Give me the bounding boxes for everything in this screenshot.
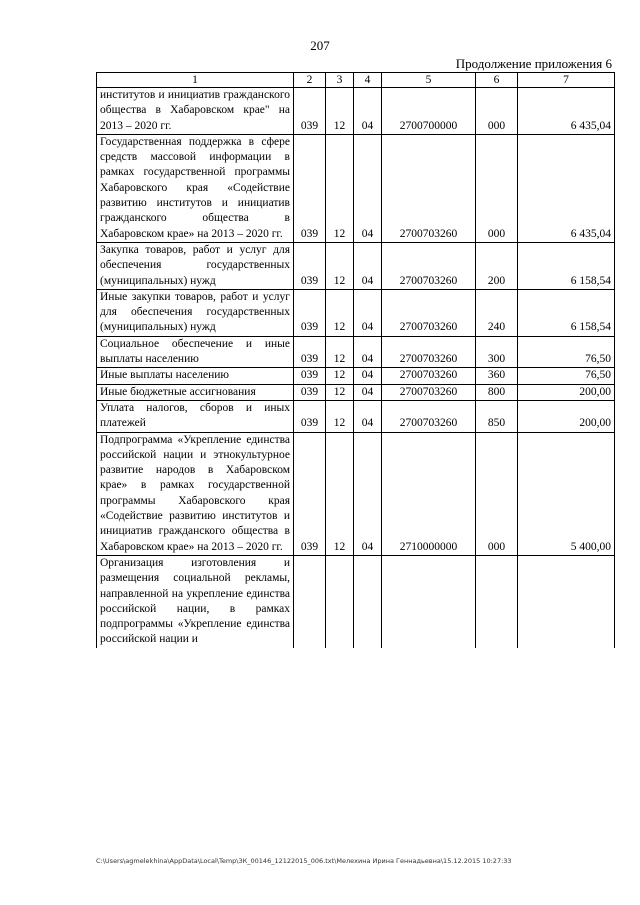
row-name: Закупка товаров, работ и услуг для обеспечения государственных (муниципальных) нужд bbox=[97, 242, 294, 289]
row-code-pr: 04 bbox=[354, 289, 382, 336]
row-code-pr bbox=[354, 555, 382, 647]
table-row bbox=[97, 134, 615, 242]
row-amount: 200,00 bbox=[518, 384, 615, 400]
row-code-gr: 039 bbox=[294, 289, 326, 336]
row-amount: 6 435,04 bbox=[518, 88, 615, 135]
budget-table bbox=[96, 72, 615, 648]
row-code-pr: 04 bbox=[354, 88, 382, 135]
table-row bbox=[97, 555, 615, 647]
row-code-pr: 04 bbox=[354, 384, 382, 400]
row-name: Организация изготовления и размещения социальной рекламы, направленной на укрепление единства российской нации, в рамках подпрограммы «Укрепление единства российской нации и bbox=[97, 555, 294, 647]
column-header: 5 bbox=[382, 73, 476, 88]
row-amount: 6 435,04 bbox=[518, 134, 615, 242]
row-name: институтов и инициатив гражданского общества в Хабаровском крае" на 2013 – 2020 гг. bbox=[97, 88, 294, 135]
row-name: Социальное обеспечение и иные выплаты населению bbox=[97, 336, 294, 368]
row-amount: 5 400,00 bbox=[518, 432, 615, 555]
row-amount: 6 158,54 bbox=[518, 289, 615, 336]
table-row bbox=[97, 336, 615, 368]
row-code-csr: 2700703260 bbox=[382, 400, 476, 432]
row-code-gr: 039 bbox=[294, 336, 326, 368]
row-code-gr: 039 bbox=[294, 432, 326, 555]
page-number: 207 bbox=[310, 38, 330, 53]
row-code-csr: 2700703260 bbox=[382, 368, 476, 384]
row-name: Подпрограмма «Укрепление единства российской нации и этнокультурное развитие народов в Хабаровском крае» в рамках государственной программы Хабаровского края «Содействие развитию институтов и инициатив гражданского общества в Хабаровском крае» на 2013 – 2020 гг. bbox=[97, 432, 294, 555]
continuation-label: Продолжение приложения 6 bbox=[455, 56, 612, 71]
row-name: Государственная поддержка в сфере средств массовой информации в рамках государственной программы Хабаровского края «Содействие развитию институтов и инициатив гражданского общества в Хабаровском крае» на 2013 – 2020 гг. bbox=[97, 134, 294, 242]
row-code-rz: 12 bbox=[326, 368, 354, 384]
row-code-csr: 2700703260 bbox=[382, 336, 476, 368]
row-code-pr: 04 bbox=[354, 336, 382, 368]
row-code-rz: 12 bbox=[326, 384, 354, 400]
row-code-rz: 12 bbox=[326, 400, 354, 432]
row-code-rz: 12 bbox=[326, 432, 354, 555]
table-row bbox=[97, 384, 615, 400]
row-code-gr: 039 bbox=[294, 384, 326, 400]
row-code-csr: 2700703260 bbox=[382, 242, 476, 289]
row-code-vr: 850 bbox=[476, 400, 518, 432]
row-code-rz bbox=[326, 555, 354, 647]
row-code-vr: 300 bbox=[476, 336, 518, 368]
row-amount: 6 158,54 bbox=[518, 242, 615, 289]
row-code-csr: 2710000000 bbox=[382, 432, 476, 555]
row-code-rz: 12 bbox=[326, 88, 354, 135]
table-header-row bbox=[97, 73, 615, 88]
table-row bbox=[97, 400, 615, 432]
column-header: 1 bbox=[97, 73, 294, 88]
column-header: 7 bbox=[518, 73, 615, 88]
table-row bbox=[97, 432, 615, 555]
column-header: 2 bbox=[294, 73, 326, 88]
column-header: 4 bbox=[354, 73, 382, 88]
row-code-rz: 12 bbox=[326, 134, 354, 242]
row-code-csr: 2700703260 bbox=[382, 134, 476, 242]
row-code-gr: 039 bbox=[294, 242, 326, 289]
row-name: Иные бюджетные ассигнования bbox=[97, 384, 294, 400]
row-code-vr: 000 bbox=[476, 88, 518, 135]
row-code-csr: 2700700000 bbox=[382, 88, 476, 135]
row-code-gr: 039 bbox=[294, 88, 326, 135]
row-code-gr: 039 bbox=[294, 134, 326, 242]
row-code-pr: 04 bbox=[354, 242, 382, 289]
row-code-gr: 039 bbox=[294, 368, 326, 384]
row-amount: 200,00 bbox=[518, 400, 615, 432]
row-code-vr: 000 bbox=[476, 134, 518, 242]
row-code-pr: 04 bbox=[354, 400, 382, 432]
column-header: 3 bbox=[326, 73, 354, 88]
row-amount: 76,50 bbox=[518, 336, 615, 368]
row-code-vr: 000 bbox=[476, 432, 518, 555]
row-code-csr: 2700703260 bbox=[382, 289, 476, 336]
table-row bbox=[97, 289, 615, 336]
row-code-pr: 04 bbox=[354, 368, 382, 384]
row-code-vr: 360 bbox=[476, 368, 518, 384]
row-amount: 76,50 bbox=[518, 368, 615, 384]
row-code-vr: 800 bbox=[476, 384, 518, 400]
row-name: Иные выплаты населению bbox=[97, 368, 294, 384]
row-code-vr: 200 bbox=[476, 242, 518, 289]
row-name: Иные закупки товаров, работ и услуг для обеспечения государственных (муниципальных) нужд bbox=[97, 289, 294, 336]
row-code-pr: 04 bbox=[354, 432, 382, 555]
table-row bbox=[97, 368, 615, 384]
table-row bbox=[97, 88, 615, 135]
row-code-vr bbox=[476, 555, 518, 647]
row-code-rz: 12 bbox=[326, 336, 354, 368]
row-code-rz: 12 bbox=[326, 289, 354, 336]
row-code-rz: 12 bbox=[326, 242, 354, 289]
column-header: 6 bbox=[476, 73, 518, 88]
row-code-gr: 039 bbox=[294, 400, 326, 432]
row-code-vr: 240 bbox=[476, 289, 518, 336]
row-code-csr bbox=[382, 555, 476, 647]
row-code-gr bbox=[294, 555, 326, 647]
row-amount bbox=[518, 555, 615, 647]
table-row bbox=[97, 242, 615, 289]
row-code-pr: 04 bbox=[354, 134, 382, 242]
row-code-csr: 2700703260 bbox=[382, 384, 476, 400]
row-name: Уплата налогов, сборов и иных платежей bbox=[97, 400, 294, 432]
footer-path: C:\Users\agmelekhina\AppData\Local\Temp\ЗК_00146_12122015_006.txt\Мелехина Ирина Геннадьевна\15.12.2015 10:27:33 bbox=[96, 857, 512, 865]
